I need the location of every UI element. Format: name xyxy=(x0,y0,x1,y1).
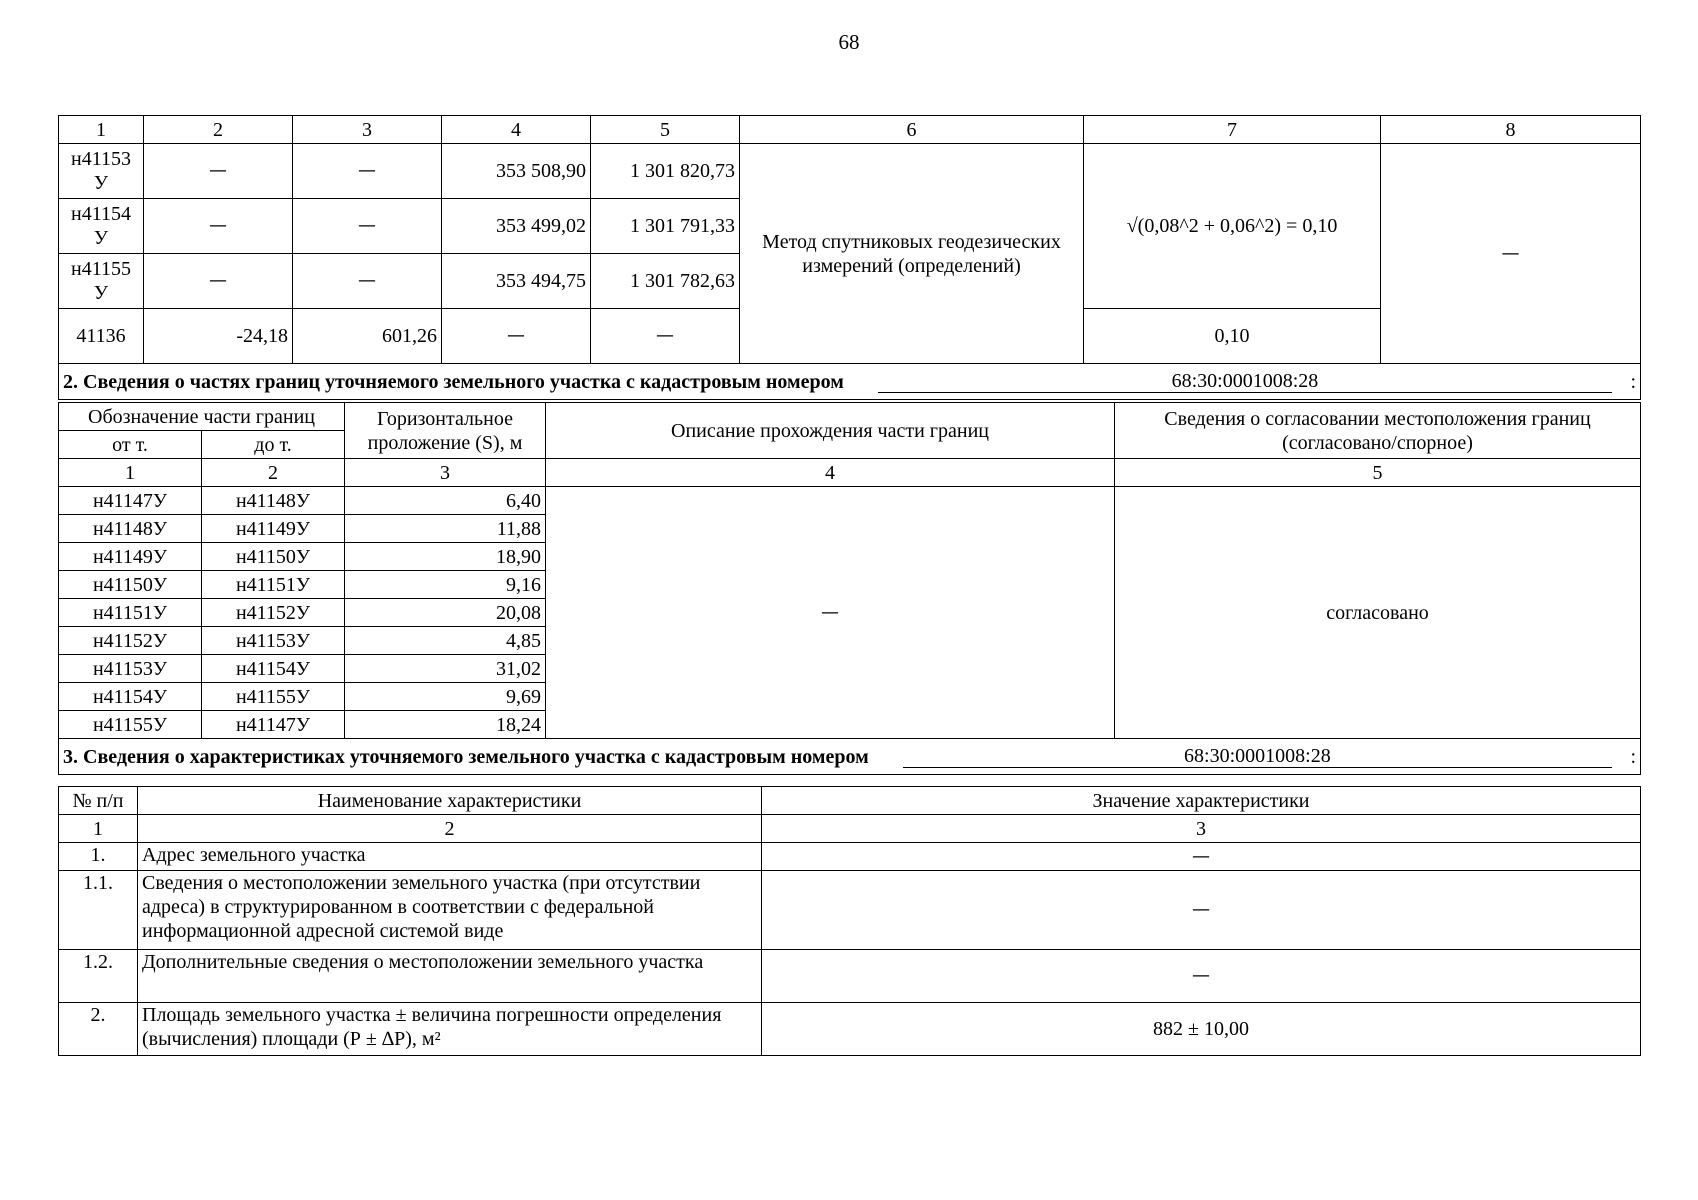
column-number: 3 xyxy=(762,815,1641,843)
table-row xyxy=(59,1003,1641,1056)
point-name: 41136 xyxy=(59,309,144,364)
dash-cell: — xyxy=(442,309,591,364)
characteristics-colnum-row xyxy=(59,815,1641,843)
table-row xyxy=(59,950,1641,1003)
dash-cell: — xyxy=(293,199,442,254)
from-point: н41150У xyxy=(59,571,202,599)
coordinate-y: 1 301 820,73 xyxy=(591,144,740,199)
accuracy-value: 0,10 xyxy=(1084,309,1381,364)
delta-x: -24,18 xyxy=(144,309,293,364)
length-value: 9,16 xyxy=(345,571,546,599)
num-header: № п/п xyxy=(59,787,138,815)
section2-header-row xyxy=(59,364,1641,400)
point-name: н41155 У xyxy=(59,254,144,309)
section2-title: 2. Сведения о частях границ уточняемого земельного участка с кадастровым номером xyxy=(63,370,844,393)
coordinate-y: 1 301 782,63 xyxy=(591,254,740,309)
coordinate-x: 353 499,02 xyxy=(442,199,591,254)
delta-y: 601,26 xyxy=(293,309,442,364)
section2-header xyxy=(59,364,1641,400)
column-number: 5 xyxy=(591,116,740,144)
coordinate-x: 353 494,75 xyxy=(442,254,591,309)
row-number: 1.1. xyxy=(59,871,138,950)
length-value: 9,69 xyxy=(345,683,546,711)
column-number: 2 xyxy=(138,815,762,843)
length-value: 31,02 xyxy=(345,655,546,683)
to-point: н41154У xyxy=(202,655,345,683)
method-cell: Метод спутниковых геодезических измерений (определений) xyxy=(740,144,1084,364)
column-number: 3 xyxy=(293,116,442,144)
dash-cell: — xyxy=(144,254,293,309)
to-point: н41151У xyxy=(202,571,345,599)
name-header: Наименование характеристики xyxy=(138,787,762,815)
column-number: 2 xyxy=(144,116,293,144)
from-point: н41153У xyxy=(59,655,202,683)
description-value: — xyxy=(546,487,1115,739)
col8-value: — xyxy=(1381,144,1641,364)
column-number: 1 xyxy=(59,815,138,843)
section3-colon: : xyxy=(1630,745,1636,768)
column-number: 8 xyxy=(1381,116,1641,144)
designation-header: Обозначение части границ xyxy=(59,403,345,431)
to-point: н41147У xyxy=(202,711,345,739)
section3-cadastral-number: 68:30:0001008:28 xyxy=(903,745,1612,768)
dash-cell: — xyxy=(293,144,442,199)
table-row xyxy=(59,144,1641,199)
characteristic-value: — xyxy=(762,950,1641,1003)
characteristic-name: Сведения о местоположении земельного участка (при отсутствии адреса) в структурированном в соответствии с федеральной информационной адресной системой виде xyxy=(138,871,762,950)
length-value: 18,90 xyxy=(345,543,546,571)
characteristic-value: — xyxy=(762,843,1641,871)
to-point: н41149У xyxy=(202,515,345,543)
to-point: н41150У xyxy=(202,543,345,571)
characteristic-name: Дополнительные сведения о местоположении земельного участка xyxy=(138,950,762,1003)
dash-cell: — xyxy=(591,309,740,364)
table-row xyxy=(59,843,1641,871)
column-number: 1 xyxy=(59,459,202,487)
characteristic-value: — xyxy=(762,871,1641,950)
length-value: 11,88 xyxy=(345,515,546,543)
section3-title: 3. Сведения о характеристиках уточняемого земельного участка с кадастровым номером xyxy=(63,745,869,768)
value-header: Значение характеристики xyxy=(762,787,1641,815)
coordinates-table xyxy=(58,115,1641,400)
column-number: 7 xyxy=(1084,116,1381,144)
dash-cell: — xyxy=(144,199,293,254)
boundary-parts-table xyxy=(58,402,1641,775)
table-row xyxy=(59,871,1641,950)
to-point: н41155У xyxy=(202,683,345,711)
description-header: Описание прохождения части границ xyxy=(546,403,1115,459)
characteristic-value: 882 ± 10,00 xyxy=(762,1003,1641,1056)
characteristics-header-row xyxy=(59,787,1641,815)
section3-header-row xyxy=(59,739,1641,775)
from-header: от т. xyxy=(59,431,202,459)
coordinate-x: 353 508,90 xyxy=(442,144,591,199)
from-point: н41151У xyxy=(59,599,202,627)
row-number: 1. xyxy=(59,843,138,871)
section2-colon: : xyxy=(1630,370,1636,393)
from-point: н41148У xyxy=(59,515,202,543)
row-number: 2. xyxy=(59,1003,138,1056)
from-point: н41152У xyxy=(59,627,202,655)
length-header: Горизонтальное проложение (S), м xyxy=(345,403,546,459)
page-number: 68 xyxy=(838,30,860,54)
dash-cell: — xyxy=(144,144,293,199)
agreement-value: согласовано xyxy=(1115,487,1641,739)
characteristics-table xyxy=(58,786,1641,1056)
characteristic-name: Адрес земельного участка xyxy=(138,843,762,871)
column-number: 4 xyxy=(442,116,591,144)
from-point: н41154У xyxy=(59,683,202,711)
coordinates-header-row xyxy=(59,116,1641,144)
accuracy-formula: √(0,08^2 + 0,06^2) = 0,10 xyxy=(1084,144,1381,309)
from-point: н41147У xyxy=(59,487,202,515)
column-number: 4 xyxy=(546,459,1115,487)
point-name: н41154 У xyxy=(59,199,144,254)
to-point: н41152У xyxy=(202,599,345,627)
boundary-header-row xyxy=(59,403,1641,431)
column-number: 6 xyxy=(740,116,1084,144)
table-row xyxy=(59,487,1641,515)
to-header: до т. xyxy=(202,431,345,459)
from-point: н41149У xyxy=(59,543,202,571)
to-point: н41153У xyxy=(202,627,345,655)
from-point: н41155У xyxy=(59,711,202,739)
section3-header xyxy=(59,739,1641,775)
column-number: 1 xyxy=(59,116,144,144)
length-value: 20,08 xyxy=(345,599,546,627)
dash-cell: — xyxy=(293,254,442,309)
length-value: 18,24 xyxy=(345,711,546,739)
to-point: н41148У xyxy=(202,487,345,515)
length-value: 6,40 xyxy=(345,487,546,515)
point-name: н41153 У xyxy=(59,144,144,199)
section2-cadastral-number: 68:30:0001008:28 xyxy=(878,370,1612,393)
coordinate-y: 1 301 791,33 xyxy=(591,199,740,254)
boundary-colnum-row xyxy=(59,459,1641,487)
column-number: 2 xyxy=(202,459,345,487)
length-value: 4,85 xyxy=(345,627,546,655)
row-number: 1.2. xyxy=(59,950,138,1003)
column-number: 3 xyxy=(345,459,546,487)
column-number: 5 xyxy=(1115,459,1641,487)
agreement-header: Сведения о согласовании местоположения границ (согласовано/спорное) xyxy=(1115,403,1641,459)
characteristic-name: Площадь земельного участка ± величина погрешности определения (вычисления) площади (Р ± ∆Р), м² xyxy=(138,1003,762,1056)
